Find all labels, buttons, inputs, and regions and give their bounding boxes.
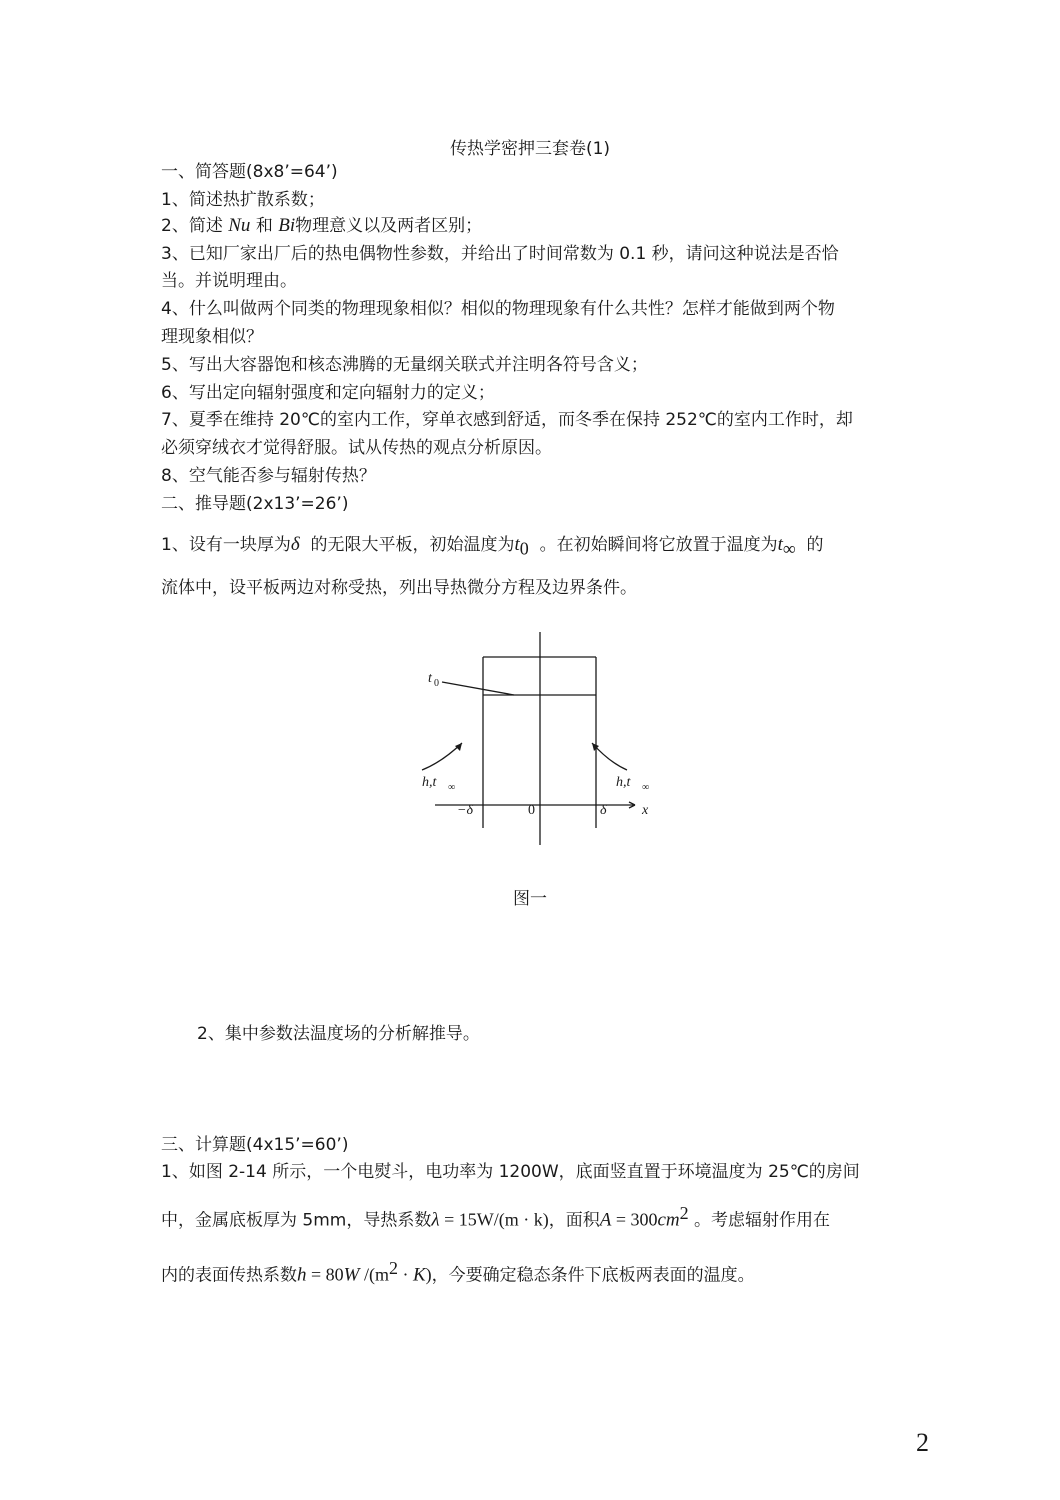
tinf-subscript: ∞ (782, 538, 796, 559)
question-1-4-line-2: 理现象相似？ (161, 327, 263, 347)
svg-text:∞: ∞ (448, 782, 456, 793)
tinf-symbol: t (777, 534, 783, 555)
page-title: 传热学密押三套卷(1) (449, 139, 611, 159)
question-1-5: 5、写出大容器饱和核态沸腾的无量纲关联式并注明各符号含义； (161, 355, 648, 375)
t0-subscript: 0 (519, 538, 529, 559)
q2-text-a: 2、简述 (161, 216, 223, 236)
nusselt-symbol: Nu (228, 215, 251, 236)
section-heading-3: 三、计算题(4x15’=60’) (161, 1135, 349, 1155)
question-1-6: 6、写出定向辐射强度和定向辐射力的定义； (161, 383, 495, 403)
p1-text-a: 1、设有一块厚为 (161, 535, 291, 555)
p1-text-d: 的 (806, 535, 824, 555)
biot-symbol: Bi (278, 215, 296, 236)
area-symbol: A (599, 1209, 612, 1231)
svg-text:∞: ∞ (642, 782, 650, 793)
p1-text-b: 的无限大平板，初始温度为 (310, 535, 515, 555)
section-heading-2: 二、推导题(2x13’=26’) (161, 494, 349, 514)
question-1-7-line-2: 必须穿绒衣才觉得舒服。试从传热的观点分析原因。 (161, 438, 552, 458)
question-2-2: 2、集中参数法温度场的分析解推导。 (197, 1024, 480, 1044)
left-arrow-head (455, 743, 462, 751)
left-heat-flow-arrow (422, 743, 462, 770)
question-3-1-line-1: 1、如图 2-14 所示，一个电熨斗，电功率为 1200W，底面竖直置于环境温度为 25℃的房间 (161, 1162, 860, 1182)
figure-caption: 图一 (513, 889, 547, 909)
question-3-1-line-2: 中，金属底板厚为 5mm，导热系数λ = 15W/(m · k)，面积$A = 300cm^2$ 。考虑辐射作用在 (161, 1203, 831, 1231)
q2-text-c: 物理意义以及两者区别； (295, 216, 483, 236)
q2-text-b: 和 (255, 216, 273, 236)
question-1-1: 1、简述热扩散系数； (161, 190, 325, 210)
fig-origin-label: 0 (528, 803, 535, 818)
t0-symbol: t (514, 534, 520, 555)
question-2-1-line-2: 流体中，设平板两边对称受热，列出导热微分方程及边界条件。 (161, 578, 637, 598)
page-number: 2 (916, 1428, 929, 1457)
question-1-7-line-1: 7、夏季在维持 20℃的室内工作，穿单衣感到舒适，而冬季在保持 252℃的室内工作时，却 (161, 410, 853, 430)
question-1-2 (161, 216, 482, 236)
p1-text-c: 。在初始瞬间将它放置于温度为 (539, 535, 778, 555)
question-1-4-line-1: 4、什么叫做两个同类的物理现象相似？相似的物理现象有什么共性？怎样才能做到两个物 (161, 299, 835, 319)
h-symbol: h (297, 1264, 307, 1286)
question-1-3-line-1: 3、已知厂家出厂后的热电偶物性参数，并给出了时间常数为 0.1 秒，请问这种说法是否恰 (161, 244, 839, 264)
figure-plate-diagram (410, 620, 700, 860)
fig-t0-label: t (428, 671, 432, 686)
fig-delta-label: δ (600, 803, 607, 818)
delta-symbol: δ (290, 534, 300, 555)
question-3-1-line-3: 内的表面传热系数h = 80W $/(m^2 \cdot K)$，今要确定稳态条件下底板两表面的温度。 (161, 1258, 755, 1286)
t0-leader-line (442, 682, 514, 695)
fig-neg-delta-label: −δ (457, 803, 473, 818)
fig-x-label: x (642, 803, 649, 818)
fig-left-boundary-label: h,t (422, 775, 437, 790)
question-1-3-line-2: 当。并说明理由。 (161, 271, 297, 291)
section-heading-1: 一、简答题(8x8’=64’) (161, 162, 338, 182)
question-2-1-line-1 (161, 535, 824, 558)
question-1-8: 8、空气能否参与辐射传热？ (161, 466, 376, 486)
fig-right-boundary-label: h,t (616, 775, 631, 790)
svg-text:0: 0 (434, 678, 439, 689)
lambda-symbol: λ (431, 1209, 440, 1231)
